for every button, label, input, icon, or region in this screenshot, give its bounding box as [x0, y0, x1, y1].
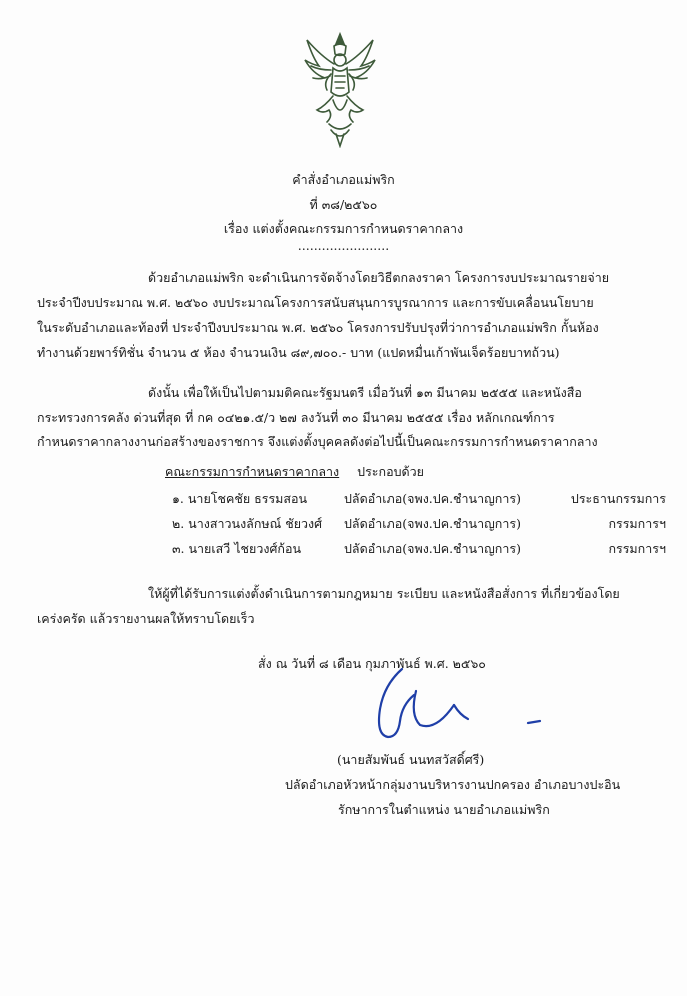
- member-position: ปลัดอำเภอ(จพง.ปค.ชำนาญการ): [344, 516, 521, 531]
- para2-line: กำหนดราคากลางงานก่อสร้างของราชการ จึงแต่งตั้งบุคคลดังต่อไปนี้เป็นคณะกรรมการกำหนดราคากลาง: [37, 434, 598, 449]
- order-title: คำสั่งอำเภอแม่พริก: [292, 172, 395, 187]
- garuda-emblem-icon: [303, 30, 377, 148]
- signer-name: (นายสัมพันธ์ นนทสวัสดิ์ศรี): [337, 752, 485, 767]
- order-subject: เรื่อง แต่งตั้งคณะกรรมการกำหนดราคากลาง: [223, 221, 464, 236]
- para1-line: ด้วยอำเภอแม่พริก จะดำเนินการจัดจ้างโดยวิธีตกลงราคา โครงการงบประมาณรายจ่าย: [148, 270, 610, 285]
- acting-title: รักษาการในตำแหน่ง นายอำเภอแม่พริก: [338, 802, 550, 817]
- para1-line: ในระดับอำเภอและท้องที่ ประจำปีงบประมาณ พ.ศ. ๒๕๖๐ โครงการปรับปรุงที่ว่าการอำเภอแม่พริก กั้นห้อง: [37, 320, 599, 335]
- member-name: ๑. นายโชคชัย ธรรมสอน: [172, 491, 308, 506]
- para1-line: ทำงานด้วยพาร์ทิชั่น จำนวน ๕ ห้อง จำนวนเงิน ๘๙,๗๐๐.- บาท (แปดหมื่นเก้าพันเจ็ดร้อยบาทถ้วน): [37, 345, 560, 360]
- para2-line: กระทรวงการคลัง ด่วนที่สุด ที่ กค ๐๔๒๑.๕/ว ๒๗ ลงวันที่ ๓๐ มีนาคม ๒๕๕๕ เรื่อง หลักเกณฑ์การ: [37, 410, 555, 425]
- member-role: กรรมการฯ: [608, 541, 666, 556]
- para3-line: เคร่งครัด แล้วรายงานผลให้ทราบโดยเร็ว: [37, 611, 255, 626]
- order-date: สั่ง ณ วันที่ ๘ เดือน กุมภาพันธ์ พ.ศ. ๒๕๖๐: [258, 656, 486, 671]
- member-name: ๒. นางสาวนงลักษณ์ ชัยวงศ์: [172, 516, 323, 531]
- committee-suffix: ประกอบด้วย: [357, 464, 424, 479]
- para3-line: ให้ผู้ที่ได้รับการแต่งตั้งดำเนินการตามกฎหมาย ระเบียบ และหนังสือสั่งการ ที่เกี่ยวข้องโดย: [148, 586, 620, 601]
- member-role: กรรมการฯ: [608, 516, 666, 531]
- committee-heading: คณะกรรมการกำหนดราคากลาง: [165, 464, 340, 479]
- member-name: ๓. นายเสวี ไชยวงศ์ก้อน: [172, 541, 302, 556]
- member-position: ปลัดอำเภอ(จพง.ปค.ชำนาญการ): [344, 541, 521, 556]
- committee-heading-line: [165, 462, 424, 482]
- para1-line: ประจำปีงบประมาณ พ.ศ. ๒๕๖๐ งบประมาณโครงการสนับสนุนการบูรณาการ และการขับเคลื่อนนโยบาย: [37, 295, 594, 310]
- member-position: ปลัดอำเภอ(จพง.ปค.ชำนาญการ): [344, 491, 521, 506]
- signature-image: [350, 665, 560, 755]
- member-role: ประธานกรรมการ: [570, 491, 666, 506]
- order-number: ที่ ๓๘/๒๕๖๐: [309, 197, 378, 212]
- separator-dots: .......................: [297, 238, 390, 253]
- para2-line: ดังนั้น เพื่อให้เป็นไปตามมติคณะรัฐมนตรี เมื่อวันที่ ๑๓ มีนาคม ๒๕๕๕ และหนังสือ: [148, 385, 582, 400]
- signer-title: ปลัดอำเภอหัวหน้ากลุ่มงานบริหารงานปกครอง อำเภอบางปะอิน: [285, 777, 621, 792]
